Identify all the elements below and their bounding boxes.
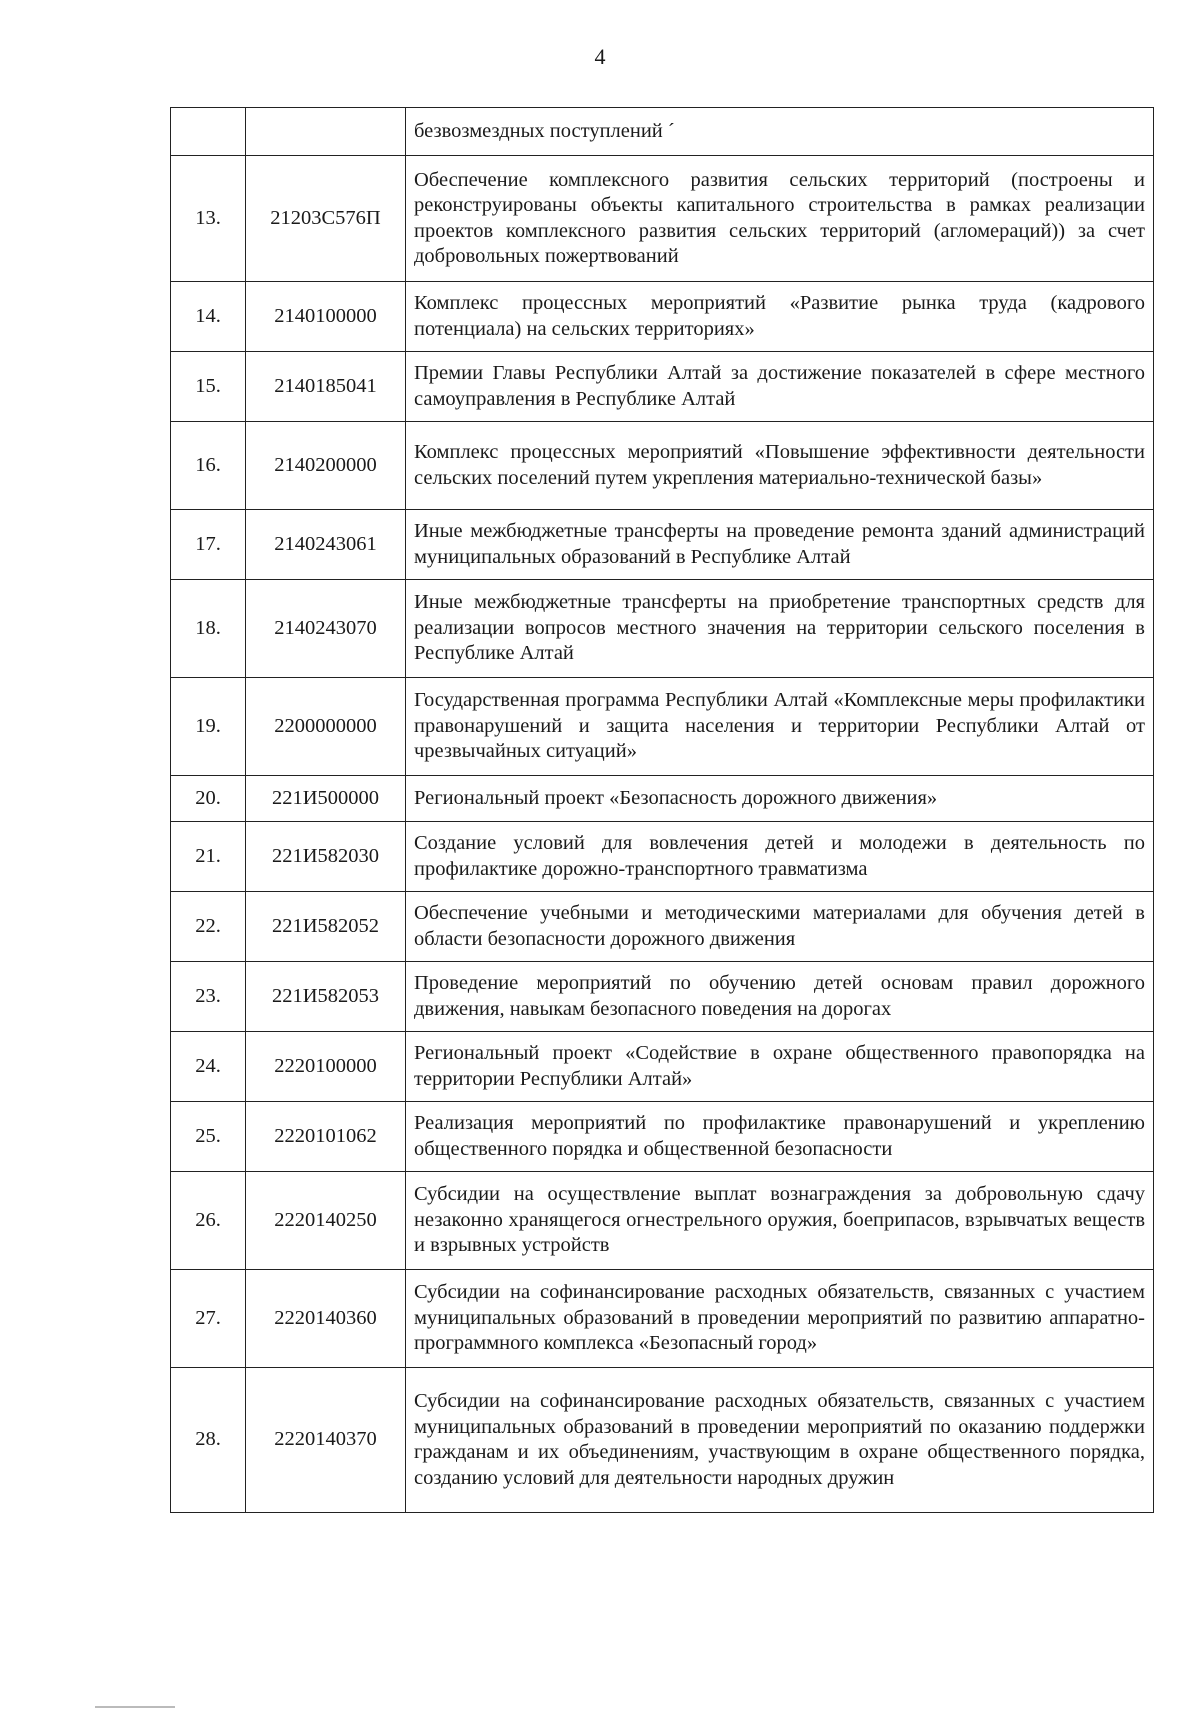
table-row bbox=[171, 282, 1154, 352]
table-row bbox=[171, 580, 1154, 678]
row-description: Обеспечение учебными и методическими материалами для обучения детей в области безопасности дорожного движения bbox=[406, 892, 1154, 962]
row-number bbox=[171, 108, 246, 156]
budget-code: 2220140360 bbox=[246, 1270, 406, 1368]
budget-code: 221И500000 bbox=[246, 776, 406, 822]
table-row bbox=[171, 776, 1154, 822]
budget-code: 2200000000 bbox=[246, 678, 406, 776]
table-row bbox=[171, 678, 1154, 776]
row-number: 18. bbox=[171, 580, 246, 678]
row-number: 23. bbox=[171, 962, 246, 1032]
budget-code: 2140100000 bbox=[246, 282, 406, 352]
budget-code: 2220140250 bbox=[246, 1172, 406, 1270]
table-row bbox=[171, 156, 1154, 282]
budget-code: 221И582030 bbox=[246, 822, 406, 892]
row-number: 21. bbox=[171, 822, 246, 892]
row-description: Субсидии на софинансирование расходных обязательств, связанных с участием муниципальных образований в проведении мероприятий по оказанию поддержки гражданам и их объединениям, участвующим в охране общественного порядка, созданию условий для деятельности народных дружин bbox=[406, 1368, 1154, 1513]
table-row bbox=[171, 1270, 1154, 1368]
scan-artifact-line bbox=[95, 1706, 175, 1708]
row-number: 13. bbox=[171, 156, 246, 282]
row-description: Иные межбюджетные трансферты на проведение ремонта зданий администраций муниципальных образований в Республике Алтай bbox=[406, 510, 1154, 580]
budget-code: 2140200000 bbox=[246, 422, 406, 510]
row-description: Комплекс процессных мероприятий «Повышение эффективности деятельности сельских поселений путем укрепления материально-технической базы» bbox=[406, 422, 1154, 510]
budget-code: 2140243061 bbox=[246, 510, 406, 580]
row-description: Проведение мероприятий по обучению детей основам правил дорожного движения, навыкам безопасного поведения на дорогах bbox=[406, 962, 1154, 1032]
table-row bbox=[171, 822, 1154, 892]
row-description: Создание условий для вовлечения детей и молодежи в деятельность по профилактике дорожно-транспортного травматизма bbox=[406, 822, 1154, 892]
row-number: 14. bbox=[171, 282, 246, 352]
row-description: Обеспечение комплексного развития сельских территорий (построены и реконструированы объекты капитального строительства в рамках реализации проектов комплексного развития сельских территорий (агломераций)) за счет добровольных пожертвований bbox=[406, 156, 1154, 282]
row-number: 20. bbox=[171, 776, 246, 822]
table-row bbox=[171, 1368, 1154, 1513]
row-description: Комплекс процессных мероприятий «Развитие рынка труда (кадрового потенциала) на сельских территориях» bbox=[406, 282, 1154, 352]
budget-code: 221И582052 bbox=[246, 892, 406, 962]
row-number: 27. bbox=[171, 1270, 246, 1368]
budget-code: 2220101062 bbox=[246, 1102, 406, 1172]
row-description: безвозмездных поступлений ´ bbox=[406, 108, 1154, 156]
row-number: 25. bbox=[171, 1102, 246, 1172]
table-row bbox=[171, 352, 1154, 422]
row-description: Региональный проект «Безопасность дорожного движения» bbox=[406, 776, 1154, 822]
table-row bbox=[171, 422, 1154, 510]
row-number: 22. bbox=[171, 892, 246, 962]
budget-code: 2140185041 bbox=[246, 352, 406, 422]
page-number: 4 bbox=[594, 44, 606, 69]
row-description: Премии Главы Республики Алтай за достижение показателей в сфере местного самоуправления в Республике Алтай bbox=[406, 352, 1154, 422]
row-description: Реализация мероприятий по профилактике правонарушений и укреплению общественного порядка и общественной безопасности bbox=[406, 1102, 1154, 1172]
budget-codes-table bbox=[170, 107, 1154, 1513]
budget-code: 221И582053 bbox=[246, 962, 406, 1032]
row-number: 26. bbox=[171, 1172, 246, 1270]
budget-code: 2140243070 bbox=[246, 580, 406, 678]
budget-code: 21203С576П bbox=[246, 156, 406, 282]
table-row bbox=[171, 108, 1154, 156]
row-number: 24. bbox=[171, 1032, 246, 1102]
row-number: 16. bbox=[171, 422, 246, 510]
row-description: Иные межбюджетные трансферты на приобретение транспортных средств для реализации вопросов местного значения на территории сельского поселения в Республике Алтай bbox=[406, 580, 1154, 678]
row-description: Субсидии на осуществление выплат вознаграждения за добровольную сдачу незаконно хранящегося огнестрельного оружия, боеприпасов, взрывчатых веществ и взрывных устройств bbox=[406, 1172, 1154, 1270]
row-number: 19. bbox=[171, 678, 246, 776]
table-row bbox=[171, 962, 1154, 1032]
row-description: Государственная программа Республики Алтай «Комплексные меры профилактики правонарушений и защита населения и территории Республики Алтай от чрезвычайных ситуаций» bbox=[406, 678, 1154, 776]
table-row bbox=[171, 892, 1154, 962]
row-description: Региональный проект «Содействие в охране общественного правопорядка на территории Республики Алтай» bbox=[406, 1032, 1154, 1102]
row-description: Субсидии на софинансирование расходных обязательств, связанных с участием муниципальных образований в проведении мероприятий по развитию аппаратно-программного комплекса «Безопасный город» bbox=[406, 1270, 1154, 1368]
budget-code bbox=[246, 108, 406, 156]
row-number: 28. bbox=[171, 1368, 246, 1513]
table-row bbox=[171, 1032, 1154, 1102]
table-row bbox=[171, 1172, 1154, 1270]
table-row bbox=[171, 510, 1154, 580]
row-number: 15. bbox=[171, 352, 246, 422]
budget-code: 2220100000 bbox=[246, 1032, 406, 1102]
budget-code: 2220140370 bbox=[246, 1368, 406, 1513]
table-row bbox=[171, 1102, 1154, 1172]
row-number: 17. bbox=[171, 510, 246, 580]
